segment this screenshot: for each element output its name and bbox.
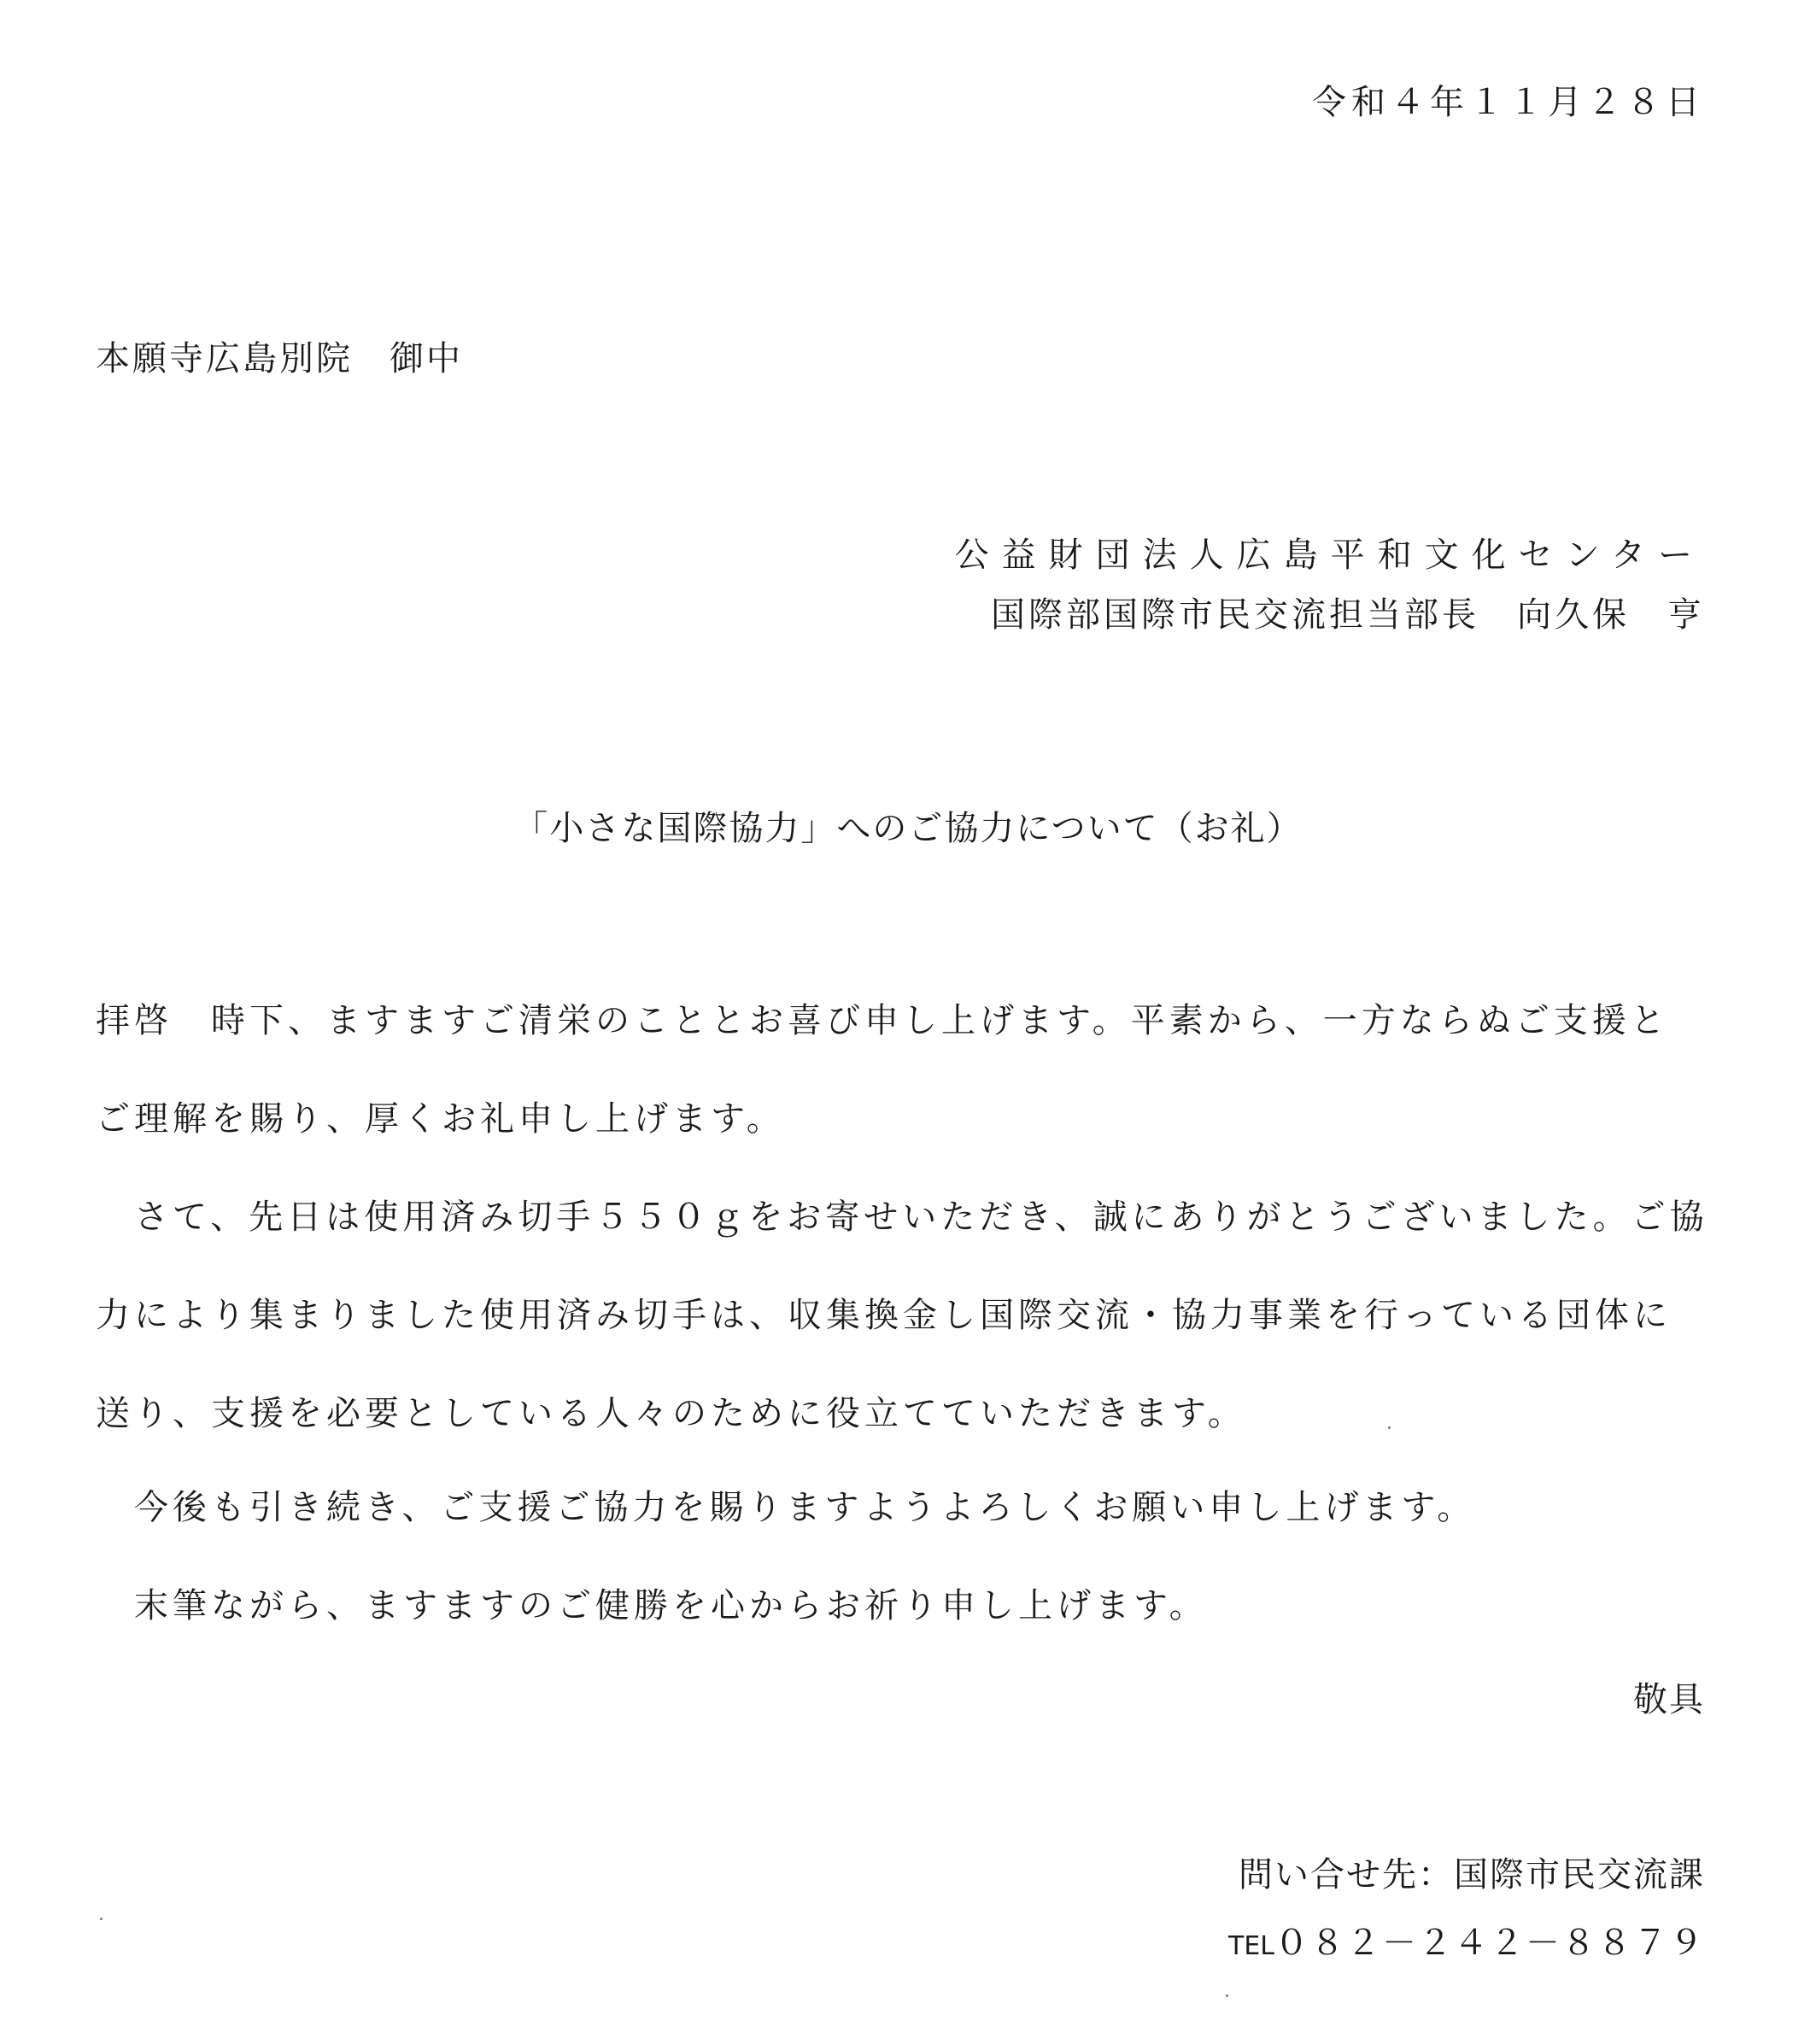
body-line: ご理解を賜り、厚くお礼申し上げます。 (96, 1099, 785, 1139)
tel-prefix: TEL (1228, 1931, 1274, 1961)
body-line: 末筆ながら、ますますのご健勝を心からお祈り申し上げます。 (134, 1586, 1208, 1625)
body-line: 送り、支援を必要としている人々のために役立てていただきます。 (96, 1394, 1246, 1433)
tel-number: ０８２－２４２－８８７９ (1274, 1924, 1705, 1963)
scan-speck (1226, 1994, 1228, 1997)
contact-label: 問い合せ先：国際市民交流課 (1239, 1855, 1705, 1895)
body-line: 今後も引き続き、ご支援ご協力を賜りますようよろしくお願い申し上げます。 (134, 1488, 1476, 1527)
contact-telephone (1228, 1924, 1705, 1963)
scan-speck (100, 1918, 103, 1920)
recipient: 本願寺広島別院 御中 (96, 339, 463, 378)
sender-organization: 公益財団法人広島平和文化センター (954, 536, 1705, 575)
sender-name: 国際部国際市民交流担当部長 向久保 亨 (991, 595, 1705, 635)
closing-word: 敬具 (1633, 1680, 1705, 1719)
body-line: さて、先日は使用済み切手５５０ｇをお寄せいただき、誠にありがとうございました。ご協 (134, 1198, 1708, 1237)
body-line: 力により集まりました使用済み切手は、収集換金し国際交流・協力事業を行っている団体に (96, 1296, 1672, 1335)
letter-subject: 「小さな国際協力」へのご協力について（お礼） (513, 809, 1303, 848)
scan-speck (1388, 1426, 1391, 1429)
letter-date: 令和４年１１月２８日 (1312, 83, 1705, 122)
body-line: 拝啓 時下、ますますご清栄のこととお喜び申し上げます。平素から、一方ならぬご支援と (96, 1001, 1669, 1040)
